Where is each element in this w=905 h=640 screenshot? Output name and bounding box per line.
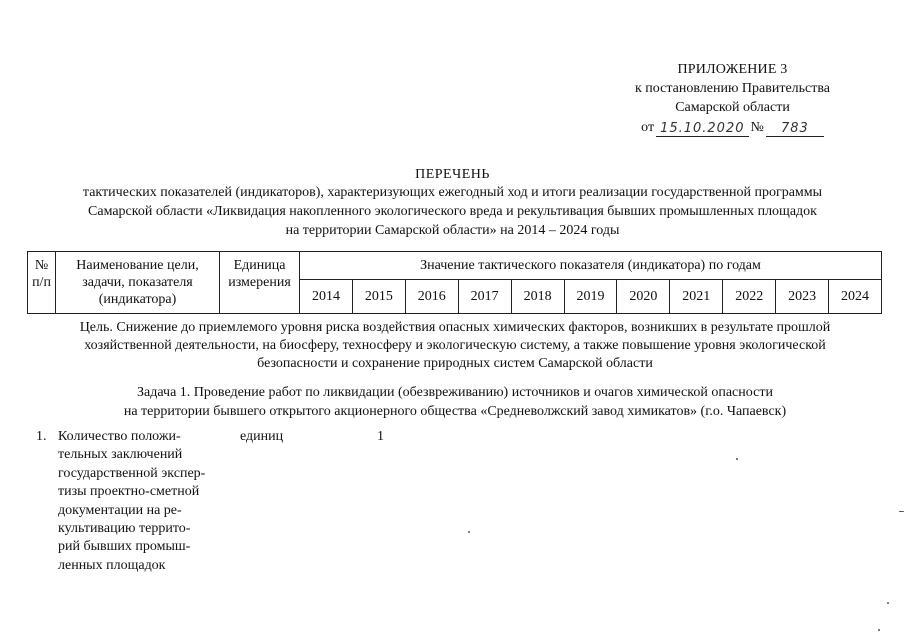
subtitle-line: тактических показателей (индикаторов), характеризующих ежегодный ход и итоги реализации государственной программы [82,185,823,200]
annex-title: ПРИЛОЖЕНИЕ 3 [677,62,788,77]
year-cell: 2019 [564,280,617,314]
task-line: Задача 1. Проведение работ по ликвидации (обезвреживанию) источников и очагов химической опасности [137,385,773,400]
goal-text [30,319,880,373]
goal-line: безопасности и сохранение природных систем Самарской области [257,356,653,371]
year-cell: 2022 [723,280,776,314]
indicator-line: ленных площадок [58,557,166,573]
col-name-line: Наименование цели, [76,258,199,273]
col-header-name [56,252,220,314]
annex-line-region: Самарской области [675,100,790,115]
col-unit-line: измерения [228,275,291,290]
task-text [30,383,880,421]
scan-speck [736,458,738,460]
row-number: 1. [36,429,47,444]
year-cell: 2020 [617,280,670,314]
goal-line: хозяйственной деятельности, на биосферу, техносферу и экологическую систему, а также повышение уровня экологической [84,338,826,353]
document-subtitle [20,183,885,240]
col-header-unit [220,252,300,314]
col-number-line: № [34,258,49,273]
annex-date-line [615,118,850,137]
scan-speck [899,511,904,512]
col-name-line: (индикатора) [98,292,177,307]
document-title: ПЕРЕЧЕНЬ [415,167,490,182]
indicator-line: государственной экспер- [58,465,206,481]
col-number-line: п/п [32,275,51,290]
year-cell: 2017 [458,280,511,314]
year-cell: 2015 [352,280,405,314]
indicators-table-header [27,251,882,314]
number-value: 783 [766,121,824,137]
scan-speck [878,629,880,631]
year-cell: 2014 [300,280,353,314]
row-indicator-name [58,428,220,575]
scan-speck [887,602,889,604]
date-value: 15.10.2020 [656,121,748,137]
col-header-values: Значение тактического показателя (индикатора) по годам [300,252,882,280]
annex-line-decree: к постановлению Правительства [634,81,831,96]
number-prefix: № [750,120,764,135]
year-cell: 2024 [829,280,882,314]
indicator-line: документации на ре- [58,502,182,518]
indicator-line: тельных заключений [58,447,183,463]
year-cell: 2023 [776,280,829,314]
year-cell: 2016 [405,280,458,314]
indicator-line: Количество положи- [58,429,181,444]
row-value-2014: 1 [377,429,384,444]
indicator-line: тизы проектно-сметной [58,484,200,500]
col-unit-line: Единица [233,258,286,273]
indicator-line: культивацию террито- [58,521,191,537]
goal-line: Цель. Снижение до приемлемого уровня риска воздействия опасных химических факторов, возникших в результате прошлой [79,320,831,335]
year-cell: 2021 [670,280,723,314]
subtitle-line: на территории Самарской области» на 2014 – 2024 годы [285,223,620,238]
subtitle-line: Самарской области «Ликвидация накопленного экологического вреда и рекультивация бывших промышленных площадок [88,204,817,219]
row-unit: единиц [240,429,284,444]
scan-speck [468,531,470,533]
col-header-number [28,252,56,314]
year-cell: 2018 [511,280,564,314]
col-name-line: задачи, показателя [82,275,193,290]
date-prefix: от [641,120,655,135]
indicator-line: рий бывших промыш- [58,539,191,555]
task-line: на территории бывшего открытого акционерного общества «Средневолжский завод химикатов» (г.о. Чапаевск) [123,404,787,419]
annex-block [615,60,850,137]
